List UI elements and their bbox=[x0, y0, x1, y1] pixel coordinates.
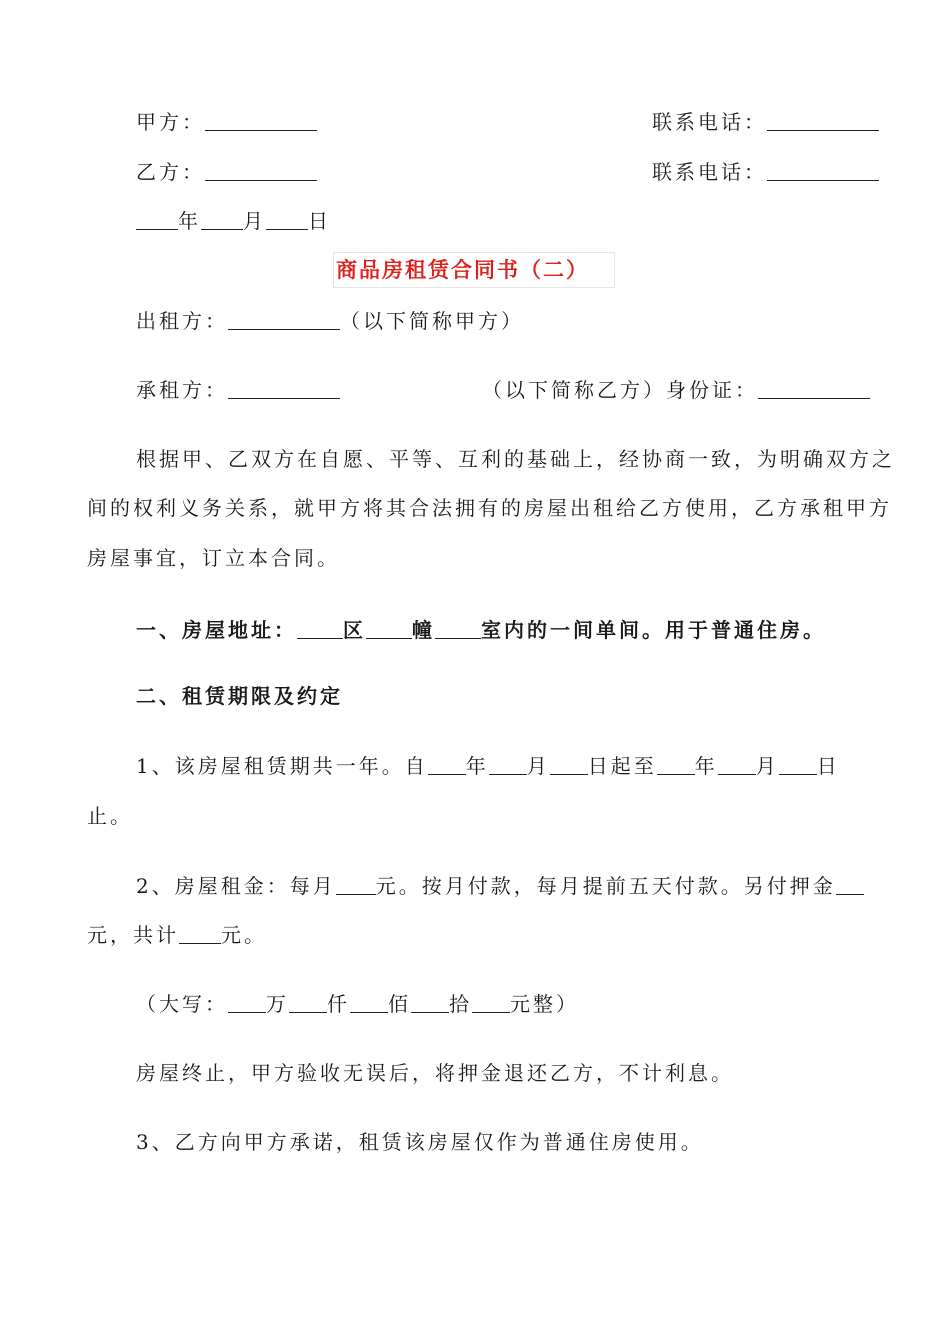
lessor-line bbox=[136, 307, 524, 335]
phone-a-line bbox=[652, 108, 879, 136]
start-month-label: 月 bbox=[526, 754, 550, 778]
start-year-label: 年 bbox=[465, 754, 489, 778]
lessor-blank[interactable] bbox=[228, 309, 340, 330]
clause-1-line bbox=[136, 752, 840, 780]
clause-2-deposit-text: 元。按月付款，每月提前五天付款。另付押金 bbox=[375, 874, 836, 898]
section-1-prefix: 一、房屋地址： bbox=[136, 618, 297, 642]
deposit-return-text: 房屋终止，甲方验收无误后，将押金退还乙方，不计利息。 bbox=[136, 1061, 734, 1085]
id-number-blank[interactable] bbox=[758, 378, 870, 399]
start-month-blank[interactable] bbox=[489, 754, 527, 775]
end-month-label: 月 bbox=[755, 754, 779, 778]
day-blank[interactable] bbox=[266, 209, 308, 230]
clause-2-yuan: 元。 bbox=[221, 923, 267, 947]
shi-blank[interactable] bbox=[411, 992, 449, 1013]
district-blank[interactable] bbox=[297, 618, 343, 639]
shi-label: 拾 bbox=[449, 992, 472, 1016]
clause-1-text: 1、该房屋租赁期共一年。自 bbox=[136, 754, 428, 778]
party-a-line bbox=[136, 108, 317, 136]
signing-date-line bbox=[136, 207, 331, 235]
party-a-blank[interactable] bbox=[205, 110, 317, 131]
yuan-blank[interactable] bbox=[472, 992, 510, 1013]
district-label: 区 bbox=[343, 618, 366, 642]
clause-2-rent-text: 2、房屋租金：每月 bbox=[136, 874, 336, 898]
phone-b-blank[interactable] bbox=[767, 160, 879, 181]
intro-line-3: 房屋事宜，订立本合同。 bbox=[87, 546, 340, 570]
building-label: 幢 bbox=[412, 618, 435, 642]
deposit-blank[interactable] bbox=[836, 874, 864, 895]
monthly-rent-blank[interactable] bbox=[336, 874, 376, 895]
qian-blank[interactable] bbox=[289, 992, 327, 1013]
clause-3-text: 3、乙方向甲方承诺，租赁该房屋仅作为普通住房使用。 bbox=[136, 1130, 704, 1154]
building-blank[interactable] bbox=[366, 618, 412, 639]
start-year-blank[interactable] bbox=[428, 754, 466, 775]
phone-b-line bbox=[652, 158, 879, 186]
lessor-label: 出租方： bbox=[136, 309, 228, 333]
month-label: 月 bbox=[243, 209, 266, 233]
end-day-label: 日 bbox=[816, 754, 840, 778]
day-label: 日 bbox=[308, 209, 331, 233]
lessee-blank[interactable] bbox=[228, 378, 340, 399]
section-2-title: 二、租赁期限及约定 bbox=[136, 684, 343, 708]
lessee-label: 承租方： bbox=[136, 378, 228, 402]
clause-2-total-line bbox=[87, 921, 267, 949]
total-blank[interactable] bbox=[179, 923, 221, 944]
end-year-blank[interactable] bbox=[657, 754, 695, 775]
year-label: 年 bbox=[178, 209, 201, 233]
capital-amount-line bbox=[136, 990, 579, 1018]
start-day-label: 日起至 bbox=[587, 754, 657, 778]
section-1-address bbox=[136, 616, 826, 644]
year-blank[interactable] bbox=[136, 209, 178, 230]
party-b-blank[interactable] bbox=[205, 160, 317, 181]
capital-open: （大写： bbox=[136, 992, 228, 1016]
document-title: 商品房租赁合同书（二） bbox=[333, 252, 615, 288]
section-1-suffix: 室内的一间单间。用于普通住房。 bbox=[481, 618, 826, 642]
phone-b-label: 联系电话： bbox=[652, 160, 767, 184]
yuan-label: 元整） bbox=[510, 992, 579, 1016]
phone-a-blank[interactable] bbox=[767, 110, 879, 131]
wan-label: 万 bbox=[266, 992, 289, 1016]
start-day-blank[interactable] bbox=[550, 754, 588, 775]
clause-2-total-text: 元，共计 bbox=[87, 923, 179, 947]
bai-label: 佰 bbox=[388, 992, 411, 1016]
clause-2-line bbox=[136, 872, 864, 900]
bai-blank[interactable] bbox=[350, 992, 388, 1013]
lessor-note: （以下简称甲方） bbox=[340, 309, 524, 333]
lessee-note: （以下简称乙方）身份证： bbox=[482, 378, 758, 402]
party-b-line bbox=[136, 158, 317, 186]
lessee-id-line bbox=[482, 376, 870, 404]
room-blank[interactable] bbox=[435, 618, 481, 639]
party-b-label: 乙方： bbox=[136, 160, 205, 184]
end-year-label: 年 bbox=[694, 754, 718, 778]
intro-line-1: 根据甲、乙双方在自愿、平等、互利的基础上，经协商一致，为明确双方之 bbox=[136, 447, 895, 471]
phone-a-label: 联系电话： bbox=[652, 110, 767, 134]
party-a-label: 甲方： bbox=[136, 110, 205, 134]
qian-label: 仟 bbox=[327, 992, 350, 1016]
lessee-line bbox=[136, 376, 340, 404]
end-month-blank[interactable] bbox=[718, 754, 756, 775]
wan-blank[interactable] bbox=[228, 992, 266, 1013]
month-blank[interactable] bbox=[201, 209, 243, 230]
clause-1-end: 止。 bbox=[87, 804, 133, 828]
end-day-blank[interactable] bbox=[779, 754, 817, 775]
intro-line-2: 间的权利义务关系，就甲方将其合法拥有的房屋出租给乙方使用，乙方承租甲方 bbox=[87, 496, 892, 520]
